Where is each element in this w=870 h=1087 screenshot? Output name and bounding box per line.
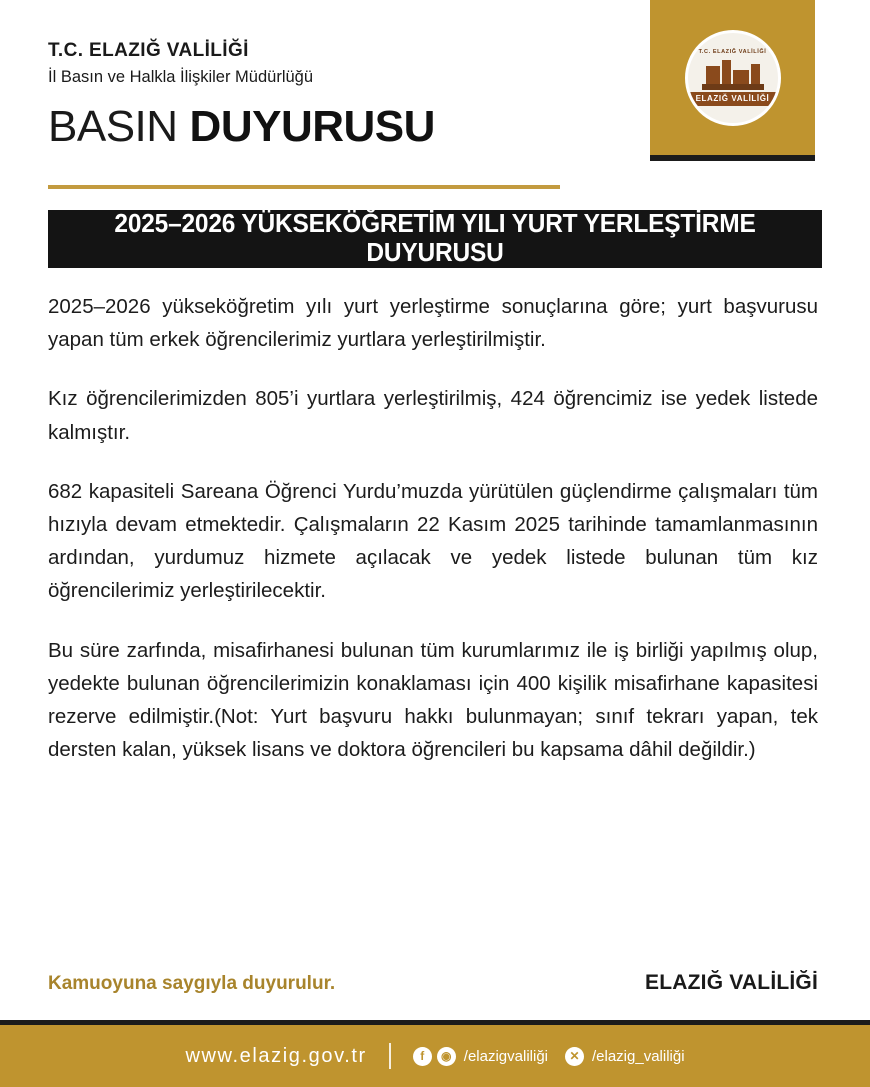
page-title-thin: BASIN [48, 102, 178, 151]
x-twitter-handle[interactable]: /elazig_valiliği [592, 1047, 685, 1065]
announcement-banner [48, 210, 822, 268]
signature-row [48, 971, 818, 995]
facebook-handle[interactable]: /elazigvaliliği [463, 1047, 548, 1065]
instagram-icon[interactable]: ◉ [437, 1047, 456, 1066]
organization-name: T.C. ELAZIĞ VALİLİĞİ [48, 40, 249, 61]
document-body [48, 290, 818, 766]
crest-arc-text: T.C. ELAZIĞ VALİLİĞİ [698, 49, 767, 55]
crest-panel [650, 0, 815, 155]
document-footer [0, 1025, 870, 1087]
facebook-icon[interactable]: f [413, 1047, 432, 1066]
announcement-banner-text: 2025–2026 YÜKSEKÖĞRETİM YILI YURT YERLEŞTİRME DUYURUSU [114, 210, 756, 267]
crest-band-text: ELAZIĞ VALİLİĞİ [688, 92, 778, 106]
page-title-bold: DUYURUSU [189, 102, 435, 151]
official-crest [685, 30, 781, 126]
signatory-name: ELAZIĞ VALİLİĞİ [645, 971, 818, 994]
website-url[interactable]: www.elazig.gov.tr [185, 1044, 367, 1067]
document-header [0, 0, 870, 190]
crest-panel-shadow [650, 155, 815, 161]
social-links [413, 1047, 685, 1066]
city-crest-icon [702, 56, 764, 90]
page-title [48, 102, 608, 151]
x-twitter-icon[interactable]: ✕ [565, 1047, 584, 1066]
closing-statement: Kamuoyuna saygıyla duyurulur. [48, 973, 336, 994]
body-paragraph: Kız öğrencilerimizden 805’i yurtlara yerleştirilmiş, 424 öğrencimiz ise yedek listede kalmıştır. [48, 387, 818, 444]
body-paragraph: 2025–2026 yükseköğretim yılı yurt yerleştirme sonuçlarına göre; yurt başvurusu yapan tüm erkek öğrencilerimiz yurtlara yerleştirilmiştir. [48, 295, 818, 352]
footer-separator [389, 1043, 391, 1069]
body-paragraph: 682 kapasiteli Sareana Öğrenci Yurdu’muzda yürütülen güçlendirme çalışmaları tüm hızıyla devam etmektedir. Çalışmaların 22 Kasım 2025 tarihinde tamamlanmasının ardından, yurdumuz hizmete açılacak ve yedek listede bulunan tüm kız öğrencilerimiz yerleştirilecektir. [48, 479, 818, 603]
body-paragraph: Bu süre zarfında, misafirhanesi bulunan tüm kurumlarımız ile iş birliği yapılmış olup, yedekte bulunan öğrencilerimizin konaklaması için 400 kişilik misafirhane kapasitesi rezerve edilmiştir.(Not: Yurt başvuru hakkı bulunmayan; sınıf tekrarı yapan, tek dersten kalan, yüksek lisans ve doktora öğrencileri bu kapsama dâhil değildir.) [48, 638, 818, 762]
department-name: İl Basın ve Halkla İlişkiler Müdürlüğü [48, 68, 314, 86]
header-text-block [48, 40, 608, 149]
title-underline-rule [48, 185, 560, 189]
